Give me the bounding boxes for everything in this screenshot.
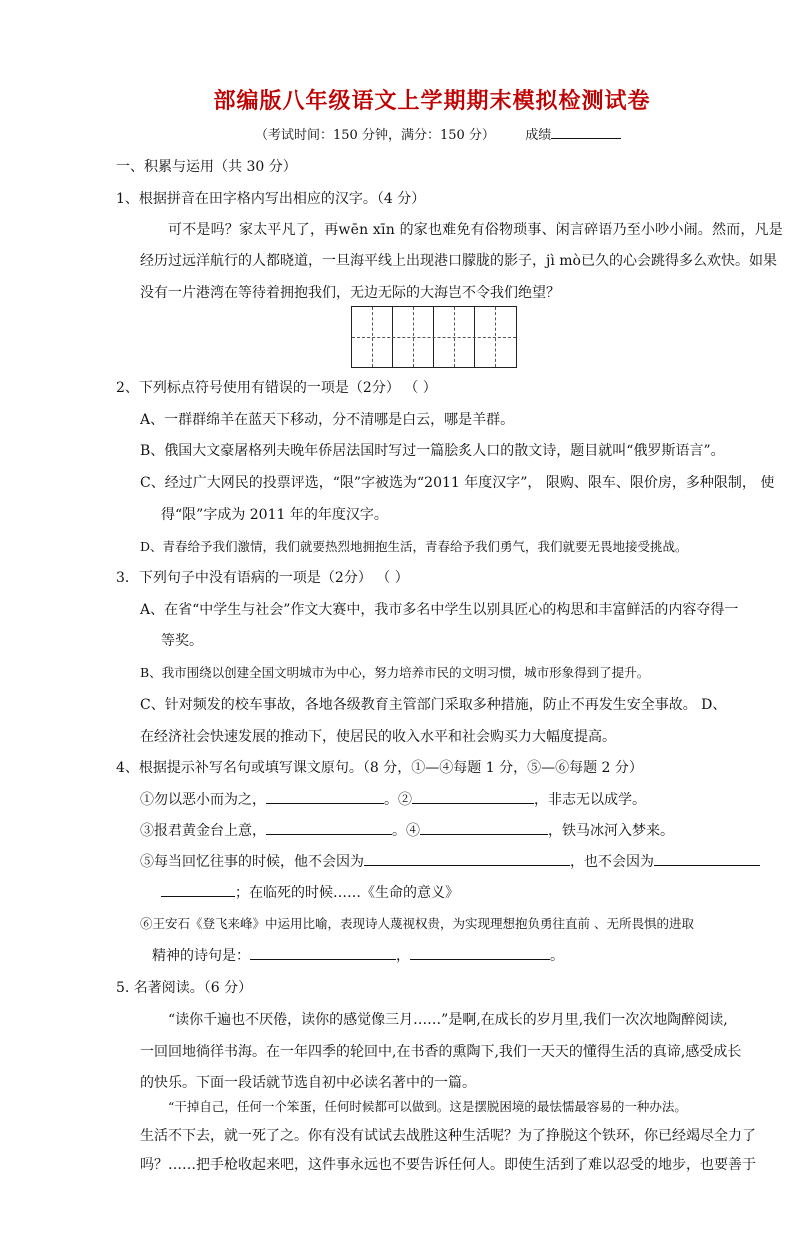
q4-prompt-6: ，铁马冰河入梦来。 bbox=[548, 823, 674, 839]
q5-quote-line-1: “干掉自己，任何一个笨蛋，任何时候都可以做到。这是摆脱困境的最怯懦最容易的一种办法。 bbox=[168, 1099, 687, 1114]
q4-prompt-4: ③报君黄金台上意， bbox=[140, 823, 266, 839]
answer-blank-2[interactable] bbox=[412, 789, 534, 804]
q5-quote-line-2: 生活不下去，就一死了之。你有没有试试去战胜这种生活呢？为了挣脱这个铁环，你已经竭尽全力了 bbox=[140, 1128, 756, 1144]
answer-blank-5[interactable] bbox=[364, 851, 570, 866]
answer-blank-1[interactable] bbox=[266, 789, 384, 804]
q3-option-d: 在经济社会快速发展的推动下，使居民的收入水平和社会购买力大幅度提高。 bbox=[140, 729, 616, 745]
q5-quote-line-3: 吗？……把手枪收起来吧，这件事永远也不要告诉任何人。即使生活到了难以忍受的地步，也要善于 bbox=[140, 1157, 756, 1173]
q4-line-2 bbox=[140, 820, 674, 840]
q2-heading: 2、下列标点符号使用有错误的一项是（2分） （ ） bbox=[116, 380, 437, 396]
q4-prompt-8: ，也不会因为 bbox=[570, 854, 654, 870]
q4-line-5: ⑥王安石《登飞来峰》中运用比喻，表现诗人蔑视权贵，为实现理想抱负勇往直前 、无所畏惧的进取 bbox=[140, 916, 694, 931]
tianzige-grid[interactable] bbox=[351, 306, 517, 368]
exam-time-info: （考试时间：150 分钟，满分：150 分） bbox=[255, 128, 495, 143]
section-1-heading: 一、积累与运用（共 30 分） bbox=[116, 159, 297, 175]
answer-blank-3[interactable] bbox=[266, 820, 392, 835]
q1-text-line-1: 可不是吗？家太平凡了，再wēn xīn 的家也难免有俗物琐事、闲言碎语乃至小吵小闹。然而，凡是 bbox=[168, 222, 783, 238]
q3-heading: 3．下列句子中没有语病的一项是（2分） （ ） bbox=[116, 570, 409, 586]
q5-para-line-1: “读你千遍也不厌倦，读你的感觉像三月……”是啊,在成长的岁月里,我们一次次地陶醉阅读, bbox=[168, 1012, 728, 1028]
q1-heading: 1、根据拼音在田字格内写出相应的汉字。（4 分） bbox=[116, 191, 426, 207]
q4-prompt-12: 。 bbox=[550, 948, 564, 964]
exam-title: 部编版八年级语文上学期期末模拟检测试卷 bbox=[213, 89, 651, 114]
answer-blank-7[interactable] bbox=[161, 882, 235, 897]
grid-dash bbox=[352, 337, 516, 338]
q4-line-1 bbox=[140, 789, 646, 809]
q3-option-c: C、针对频发的校车事故，各地各级教育主管部门采取多种措施，防止不再发生安全事故。 D、 bbox=[140, 697, 727, 713]
q4-prompt-11: ， bbox=[396, 948, 410, 964]
score-blank[interactable] bbox=[551, 124, 621, 139]
answer-blank-8[interactable] bbox=[250, 945, 396, 960]
q4-prompt-2: 。② bbox=[384, 792, 412, 808]
q4-heading: 4、根据提示补写名句或填写课文原句。（8 分，①—④每题 1 分，⑤—⑥每题 2 分） bbox=[116, 760, 643, 776]
q1-text-line-2: 经历过远洋航行的人都晓道，一旦海平线上出现港口朦胧的影子，jì mò已久的心会跳得多么欢快。如果 bbox=[140, 253, 777, 269]
answer-blank-6[interactable] bbox=[654, 851, 760, 866]
q3-option-a-line-2: 等奖。 bbox=[161, 633, 203, 649]
score-label: 成绩 bbox=[525, 128, 552, 143]
q4-prompt-1: ①勿以恶小而为之， bbox=[140, 792, 266, 808]
answer-blank-9[interactable] bbox=[410, 945, 550, 960]
q4-line-3 bbox=[140, 851, 760, 871]
q2-option-c-line-2: 得“限”字成为 2011 年的年度汉字。 bbox=[161, 507, 388, 523]
q4-prompt-10: 精神的诗句是： bbox=[152, 948, 250, 964]
q5-heading: 5. 名著阅读。（6 分） bbox=[116, 980, 253, 996]
q3-option-b: B、我市围绕以创建全国文明城市为中心，努力培养市民的文明习惯，城市形象得到了提升。 bbox=[140, 665, 650, 680]
q2-option-d: D、青春给予我们激情，我们就要热烈地拥抱生活，青春给予我们勇气，我们就要无畏地接受挑战。 bbox=[140, 539, 688, 554]
exam-info bbox=[255, 124, 621, 143]
q5-para-line-2: 一回回地徜徉书海。在一年四季的轮回中,在书香的熏陶下,我们一天天的懂得生活的真谛,感受成长 bbox=[140, 1044, 742, 1060]
answer-blank-4[interactable] bbox=[420, 820, 548, 835]
q4-prompt-3: ，非志无以成学。 bbox=[534, 792, 646, 808]
q4-line-4 bbox=[161, 882, 459, 902]
q4-prompt-9: ；在临死的时候……《生命的意义》 bbox=[235, 885, 459, 901]
q2-option-b: B、俄国大文豪屠格列夫晚年侨居法国时写过一篇脍炙人口的散文诗，题目就叫“俄罗斯语言”。 bbox=[140, 443, 725, 459]
q5-para-line-3: 的快乐。下面一段话就节选自初中必读名著中的一篇。 bbox=[140, 1075, 476, 1091]
q2-option-a: A、一群群绵羊在蓝天下移动，分不清哪是白云，哪是羊群。 bbox=[140, 412, 515, 428]
q4-prompt-5: 。④ bbox=[392, 823, 420, 839]
q2-option-c-line-1: C、经过广大网民的投票评选，“限”字被选为“2011 年度汉字”， 限购、限车、限价房，多种限制， 使 bbox=[140, 475, 775, 491]
q3-option-a-line-1: A、在省“中学生与社会”作文大赛中，我市多名中学生以别具匠心的构思和丰富鲜活的内容夺得一 bbox=[140, 602, 739, 618]
q4-prompt-7: ⑤每当回忆往事的时候，他不会因为 bbox=[140, 854, 364, 870]
q4-line-6 bbox=[152, 945, 564, 965]
q1-text-line-3: 没有一片港湾在等待着拥抱我们，无边无际的大海岂不令我们绝望？ bbox=[140, 285, 560, 301]
